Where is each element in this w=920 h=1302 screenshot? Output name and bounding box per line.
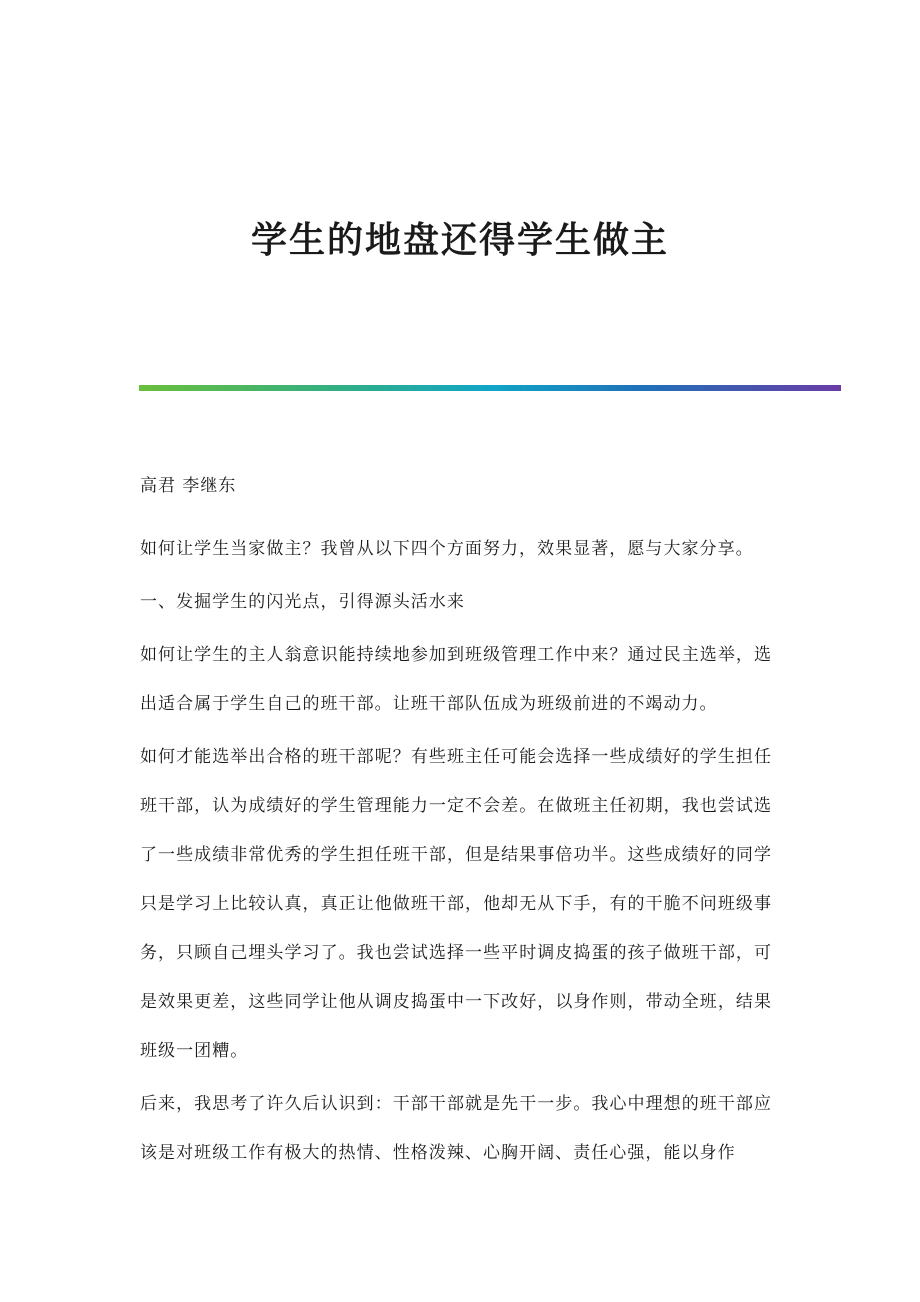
section-heading: 一、发掘学生的闪光点，引得源头活水来 xyxy=(140,592,465,612)
document-title: 学生的地盘还得学生做主 xyxy=(250,219,669,261)
document-authors: 高君 李继东 xyxy=(140,476,237,496)
paragraph: 后来，我思考了许久后认识到：干部干部就是先干一步。我心中理想的班干部应该是对班级工作有极大的热情、性格泼辣、心胸开阔、责任心强，能以身作 xyxy=(140,1094,772,1163)
title-divider xyxy=(139,385,841,391)
paragraph: 如何让学生当家做主？我曾从以下四个方面努力，效果显著，愿与大家分享。 xyxy=(140,539,754,559)
paragraph: 如何让学生的主人翁意识能持续地参加到班级管理工作中来？通过民主选举，选出适合属于学生自己的班干部。让班干部队伍成为班级前进的不竭动力。 xyxy=(140,645,772,714)
paragraph: 如何才能选举出合格的班干部呢？有些班主任可能会选择一些成绩好的学生担任班干部，认为成绩好的学生管理能力一定不会差。在做班主任初期，我也尝试选了一些成绩非常优秀的学生担任班干部，但是结果事倍功半。这些成绩好的同学只是学习上比较认真，真正让他做班干部，他却无从下手，有的干脆不问班级事务，只顾自己埋头学习了。我也尝试选择一些平时调皮捣蛋的孩子做班干部，可是效果更差，这些同学让他从调皮捣蛋中一下改好，以身作则，带动全班，结果班级一团糟。 xyxy=(140,747,772,1061)
document-body xyxy=(140,525,772,1178)
